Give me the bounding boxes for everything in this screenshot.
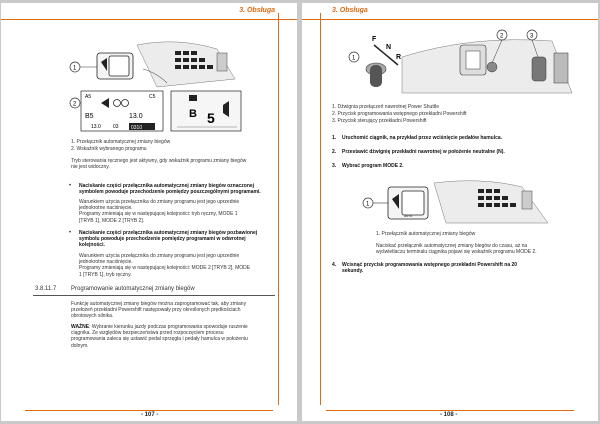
svg-text:1: 1 [73,65,77,72]
bullet1-bold-line2: symbolem powoduje przechodzenie pomiędzy poszczególnymi programami. [79,189,261,196]
right-para1-line2: wyświetlaczu terminalu ciągnika pojawi się wskaźnik programu MODE 2. [376,249,537,256]
right-caption-1: 1. Dźwignia przełączeń nawrotnej Power Shuttle [332,104,439,110]
bullet-icon: • [69,183,72,189]
svg-text:3: 3 [530,33,534,40]
right-header [302,3,598,20]
bullet1-text-line1: Warunkiem użycia przełącznika do zmiany programu jest jego uprzednie [79,199,240,205]
label-a5: A5 [85,94,92,100]
shuttle-lever-figure [342,27,582,97]
display-sub2: 0310 [131,125,143,131]
bullet2-text-line2: jednokrotne naciśnięcie. [79,259,133,266]
left-header [1,3,297,20]
right-caption-switch: 1. Przełącznik automatycznej zmiany biegów [376,231,476,237]
right-chapter-title: 3. Obsługa [332,7,368,14]
right-caption-3: 3. Przycisk sterujący przekładni Powershift [332,118,427,124]
display-sub1: 03 [113,124,119,130]
bullet2-bold-line3: kolejności. [79,242,105,249]
label-b5: B5 [85,113,94,120]
left-caption-1: 1. Przełącznik automatycznej zmiany biegów [71,139,171,145]
svg-text:1: 1 [366,201,370,208]
right-margin-line [320,13,321,405]
right-caption-2: 2. Przycisk programowania wstępnego przekładni Powershift [332,111,467,117]
right-page [302,3,598,421]
label-n: N [386,44,392,51]
label-auto: AUTO [404,214,413,218]
section-number: 3.8.11.7 [35,286,57,292]
bullet1-text-line4: [TRYB 1], MODE 2 [TRYB 2]. [79,217,145,224]
section-title: Programowanie automatycznej zmiany biegów [71,286,195,292]
note-line4: dolnym. [71,342,89,349]
bullet2-text-line1: Warunkiem użycia przełącznika do zmiany programu jest jego uprzednie [79,253,240,259]
left-chapter-title: 3. Obsługa [239,7,275,14]
note-line3: programowania zaleca się ustawić pedał sprzęgła i pedały hamulca w położeniu [71,336,248,343]
left-para2-line1: Funkcję automatycznej zmiany biegów można zaprogramować tak, aby zmiany [71,301,247,307]
right-footer-rule [326,410,574,411]
bullet1-text-line2: jednokrotne naciśnięcie. [79,205,133,212]
step-3-text: Wybrać program MODE 2. [342,163,404,169]
bullet2-bold-line2: symbolu powoduje przechodzenie pomiędzy programami w odwrotnej [79,236,246,243]
bullet2-text-line4: 1 [TRYB 1], tryb ręczny. [79,271,132,278]
label-s: 5 [207,110,215,126]
label-f: F [372,36,377,43]
step-1-number: 1. [332,135,337,141]
right-page-number: - 108 - [440,412,458,418]
display-num2: 13.0 [91,124,101,130]
left-footer-rule [25,410,273,411]
svg-text:2: 2 [73,101,77,108]
note-line1: Wybranie kierunku jazdy podczas programowania spowoduje ruszenie [91,324,248,330]
step-4-line1: Wcisnąć przycisk programowania wstępnego przekładni Powershift na 20 [342,262,518,268]
step-3-number: 3. [332,163,337,169]
step-4-line2: sekundy. [342,268,364,275]
bullet2-bold-line1: Naciskanie części przełącznika automatycznej zmiany biegów pozbawionej [79,230,258,236]
left-para1-line2: nie jest widoczny. [71,164,110,171]
display-num1: 13.0 [129,113,143,120]
display-figure [67,89,247,133]
switch-panel-figure [67,39,237,89]
section-rule [33,295,275,296]
note-line2: ciągnika. Ze względów bezpieczeństwa przed rozpoczęciem procesu [71,330,224,337]
label-b: B [189,108,197,120]
svg-text:1: 1 [352,55,356,62]
note-label: WAŻNE [71,324,90,330]
step-1-text: Uruchomić ciągnik, na przykład przez wciśnięcie pedałów hamulca. [342,135,503,141]
auto-switch-figure [362,179,552,225]
svg-text:2: 2 [500,33,504,40]
right-para1-line1: Naciskać przełącznik automatycznej zmiany biegów do czasu, aż na [376,243,528,249]
label-r: R [396,54,402,61]
left-para1-line1: Tryb sterowania ręcznego jest aktywny, gdy wskaźnik programu zmiany biegów [71,158,247,164]
bullet1-bold-line1: Naciskanie części przełącznika automatycznej zmiany biegów oznaczonej [79,183,255,189]
left-para2-line2: przełożeń przekładni Powershift następowały przy określonych prędkościach [71,307,241,314]
left-caption-2: 2. Wskaźnik wybranego programu [71,146,147,152]
left-page: 3. Obsługa 1 2 A5 C5 B5 13.0 13.0 03 0310 B 5 1. Przełącznik automatycznej zmiany biegów 2. Wskaźnik wybranego programu Tryb sterowania ręcznego jest aktywny, gdy wskaźnik programu zmiany biegów nie jest widoczny. • Naciskanie części przełącznika automatycznej zmiany biegów oznaczonej symbolem powoduje przechodzenie pomiędzy poszczególnymi programami. Warunkiem użycia przełącznika do zmiany programu jest jego uprzednie jednokrotne naciśnięcie. Programy zmieniają się w następującej kolejności: tryb ręczny, MODE 1 [TRYB 1], MODE 2 [TRYB 2]. • Naciskanie części przełącznika automatycznej zmiany biegów pozbawionej symbolu powoduje przechodzenie pomiędzy programami w odwrotnej kolejności. Warunkiem użycia przełącznika do zmiany programu jest jego uprzednie jednokrotne naciśnięcie. Programy zmieniają się w następującej kolejności: MODE 2 [TRYB 2], MODE 1 [TRYB 1], tryb ręczny. 3.8.11.7 Programowanie automatycznej zmiany biegów Funkcję automatycznej zmiany biegów można zaprogramować tak, aby zmiany przełożeń przekładni Powershift następowały przy określonych prędkościach obrotowych silnika. WAŻNE: Wybranie kierunku jazdy podczas programowania spowoduje ruszenie ciągnika. Ze względów bezpieczeństwa przed rozpoczęciem procesu programowania zaleca się ustawić pedał sprzęgła i pedały hamulca w położeniu dolnym. - 107 - [1,3,297,421]
step-2-text: Przestawić dźwignię przekładni nawrotnej w położenie neutralne (N). [342,149,505,155]
step-2-number: 2. [332,149,337,155]
label-c5: C5 [149,94,156,100]
left-page-number: - 107 - [141,412,159,418]
left-margin-line [278,13,279,405]
left-para2-line3: obrotowych silnika. [71,313,114,320]
bullet-icon: • [69,230,72,236]
bullet1-text-line3: Programy zmieniają się w następującej kolejności: tryb ręczny, MODE 1 [79,211,238,218]
bullet2-text-line3: Programy zmieniają się w następującej kolejności: MODE 2 [TRYB 2], MODE [79,265,251,272]
step-4-number: 4. [332,262,337,268]
